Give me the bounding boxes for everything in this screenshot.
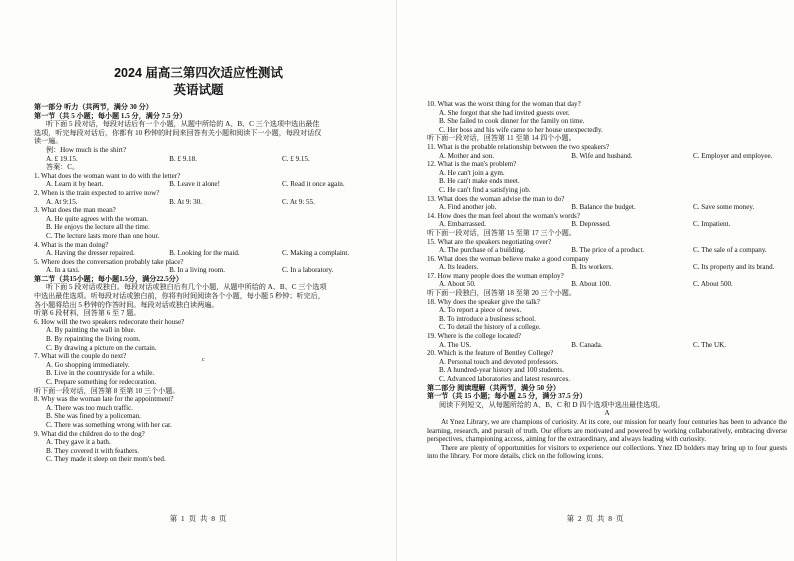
question-11-options [427, 152, 787, 161]
exam-page-2 [397, 0, 794, 561]
option-b: B. He enjoys the lecture all the time. [46, 223, 150, 232]
question-1: 1. What does the woman want to do with the letter? [34, 171, 181, 180]
option-a: A. Its leaders. [439, 263, 479, 272]
page-footer: 第 2 页 共 8 页 [566, 514, 625, 523]
question-4: 4. What is the man doing? [34, 240, 109, 249]
option-b: B. The price of a product. [571, 246, 645, 255]
section-heading: 第二节（共15小题；每小题1.5分，满分22.5分） [34, 274, 183, 283]
option-c: C. £ 9.15. [281, 154, 310, 163]
directions-line: 各小题将给出 5 秒钟的作答时间。每段对话或独白读两遍。 [34, 300, 219, 309]
question-4-options [34, 249, 388, 258]
option-b: B. They covered it with feathers. [46, 446, 140, 455]
option-c: C. The UK. [693, 340, 727, 349]
option-c: C. By drawing a picture on the curtain. [46, 343, 157, 352]
option-b: B. He can't make ends meet. [439, 177, 520, 186]
option-b: B. Leave it alone! [169, 180, 220, 189]
question-13-options [427, 203, 787, 212]
option-c: C. The lecture lasts more than one hour. [46, 231, 160, 240]
directions-line: 阅读下列短文，从每题所给的 A、B、C 和 D 四个选项中选出最佳选项。 [439, 400, 665, 409]
question-13: 13. What does the woman advise the man to do? [427, 194, 565, 203]
material-note: 听下面一段对话，回答第 11 至第 14 四个小题。 [427, 134, 576, 143]
option-a: A. The purchase of a building. [439, 246, 526, 255]
material-note: 听下面一段对话，回答第 8 至第 10 三个小题。 [34, 386, 180, 395]
option-c: C. At 9: 55. [281, 197, 315, 206]
question-5: 5. Where does the conversation probably take place? [34, 257, 184, 266]
option-a: A. They gave it a bath. [46, 438, 111, 447]
option-c: C. Read it once again. [281, 180, 345, 189]
question-6: 6. How will the two speakers redecorate their house? [34, 317, 185, 326]
question-16-options [427, 263, 787, 272]
option-b: B. Canada. [571, 340, 603, 349]
option-b: B. Balance the budget. [571, 203, 636, 212]
exam-title: 2024 届高三第四次适应性测试 [114, 66, 283, 80]
option-a: A. Personal touch and devoted professors. [439, 357, 559, 366]
option-c: C. About 500. [693, 280, 733, 289]
option-b: B. About 100. [571, 280, 612, 289]
passage-paragraph: At Ynez Library, we are champions of curiosity. At its core, our mission for nearly four centuries has been to advance the learning, research, and pursuit of truth. Our efforts are motivated and powered by working collaboratively, embracing diverse perspectives, championing access, aiming for the extraordinary, and always leading with curiosity. [427, 417, 787, 444]
option-b: B. Wife and husband. [571, 151, 633, 160]
option-c: C. He can't find a satisfying job. [439, 185, 531, 194]
option-a: A. £ 19.15. [46, 154, 78, 163]
option-c: C. Impatient. [693, 220, 731, 229]
question-3: 3. What does the man mean? [34, 206, 116, 215]
example-question: 例：How much is the shirt? [46, 145, 126, 154]
option-c: C. Her boss and his wife came to her house unexpectedly. [439, 125, 603, 134]
option-a: A. At 9:15. [46, 197, 78, 206]
option-a: A. Find another job. [439, 203, 497, 212]
option-b: B. She failed to cook dinner for the family on time. [439, 117, 585, 126]
question-20: 20. Which is the feature of Bentley College? [427, 349, 554, 358]
option-a: A. There was too much traffic. [46, 403, 134, 412]
section-heading: 第一节（共 5 小题；每小题 1.5 分，满分 7.5 分） [34, 111, 187, 120]
question-17: 17. How many people does the woman employ? [427, 271, 564, 280]
right-column [427, 100, 787, 461]
option-b: B. To introduce a business school. [439, 314, 536, 323]
question-16: 16. What does the woman believe make a good company [427, 254, 589, 263]
question-12: 12. What is the man's problem? [427, 160, 517, 169]
option-a: A. He quite agrees with the woman. [46, 214, 149, 223]
option-c: C. Save some money. [693, 203, 755, 212]
part-heading: 第一部分 听力（共两节，满分 30 分） [34, 103, 153, 111]
directions-line: 中选出最佳选项。听每段对话或独白前，你将有时间阅读各个小题，每小题 5 秒钟；听完后， [34, 292, 325, 301]
option-a: A. Embarrassed. [439, 220, 487, 229]
option-a: A. About 50. [439, 280, 476, 289]
stray-mark: c [202, 357, 205, 363]
option-a: A. Having the dresser repaired. [46, 249, 135, 258]
question-15-options [427, 246, 787, 255]
question-14: 14. How does the man feel about the woman's words? [427, 211, 580, 220]
material-note: 听下面一段独白，回答第 18 至第 20 三个小题。 [427, 289, 576, 298]
directions-line: 听下面 5 段对话或独白。每段对话或独白后有几个小题，从题中所给的 A、B、C 三个选项 [46, 283, 327, 292]
question-7: 7. What will the couple do next? [34, 352, 127, 361]
option-c: C. They made it sleep on their mom's bed. [46, 455, 166, 464]
option-c: C. To detail the history of a college. [439, 323, 541, 332]
option-a: A. She forgot that she had invited guests over. [439, 108, 570, 117]
question-14-options [427, 220, 787, 229]
question-1-options [34, 180, 388, 189]
option-a: A. The US. [439, 340, 472, 349]
option-b: B. Live in the countryside for a while. [46, 369, 155, 378]
question-5-options [34, 266, 388, 275]
option-b: B. At 9: 30. [169, 197, 203, 206]
option-c: C. Employer and employee. [693, 151, 773, 160]
example-options [34, 155, 388, 164]
option-b: B. Depressed. [571, 220, 611, 229]
left-column [34, 103, 388, 464]
directions-line: 读一遍。 [34, 137, 63, 146]
option-b: B. Its workers. [571, 263, 614, 272]
option-b: B. A hundred-year history and 100 students. [439, 366, 564, 375]
section-heading: 第一节（共 15 小题；每小题 2.5 分，满分 37.5 分） [427, 392, 587, 401]
question-17-options [427, 280, 787, 289]
option-c: C. Advanced laboratories and latest resources. [439, 375, 570, 383]
option-b: B. She was fined by a policeman. [46, 412, 141, 421]
directions-line: 选项，听完每段对话后，你都有 10 秒钟的时间来回答有关小题和阅读下一小题，每段对话仅 [34, 128, 322, 137]
example-answer: 答案：C。 [46, 163, 80, 172]
exam-subtitle: 英语试题 [173, 83, 224, 97]
page-footer: 第 1 页 共 8 页 [169, 514, 228, 523]
option-b: B. In a living room. [169, 266, 226, 275]
option-a: A. Mother and son. [439, 151, 494, 160]
directions-line: 听下面 5 段对话，每段对话后有一个小题，从题中所给的 A、B、C 三个选项中选出最佳 [46, 120, 320, 129]
option-c: C. The sale of a company. [693, 246, 767, 255]
option-c: C. Making a complaint. [281, 249, 350, 258]
question-18: 18. Why does the speaker give the talk? [427, 297, 540, 306]
option-c: C. There was something wrong with her car. [46, 420, 172, 429]
question-8: 8. Why was the woman late for the appointment? [34, 395, 174, 404]
question-15: 15. What are the speakers negotiating over? [427, 237, 552, 246]
directions-line: 听第 6 段材料，回答第 6 至 7 题。 [34, 309, 141, 318]
part-heading: 第二部分 阅读理解（共两节，满分 50 分） [427, 383, 561, 392]
option-b: B. By repainting the living room. [46, 335, 141, 344]
question-9: 9. What did the children do to the dog? [34, 429, 145, 438]
question-19: 19. Where is the college located? [427, 332, 522, 341]
option-b: B. £ 9.18. [169, 154, 197, 163]
question-2: 2. When is the train expected to arrive now? [34, 188, 160, 197]
option-a: A. In a taxi. [46, 266, 80, 275]
option-a: A. Learn it by heart. [46, 180, 104, 189]
option-c: C. Its property and its brand. [693, 263, 775, 272]
option-a: A. To report a piece of news. [439, 306, 522, 315]
material-note: 听下面一段对话，回答第 15 至第 17 三个小题。 [427, 228, 576, 237]
option-b: B. Looking for the maid. [169, 249, 240, 258]
question-19-options [427, 341, 787, 350]
option-c: C. In a laboratory. [281, 266, 334, 275]
option-c: C. Prepare something for redecoration. [46, 378, 157, 386]
passage-paragraph: There are plenty of opportunities for visitors to experience our collections. Ynez ID holders may bring up to four guests into the library. For more details, click on the following icons. [427, 443, 787, 461]
option-a: A. Go shopping immediately. [46, 360, 130, 369]
option-a: A. He can't join a gym. [439, 168, 505, 177]
question-2-options [34, 198, 388, 207]
question-10: 10. What was the worst thing for the woman that day? [427, 100, 581, 108]
question-11: 11. What is the probable relationship between the two speakers? [427, 142, 610, 151]
passage-letter: A [604, 409, 610, 418]
option-a: A. By painting the wall in blue. [46, 326, 136, 335]
